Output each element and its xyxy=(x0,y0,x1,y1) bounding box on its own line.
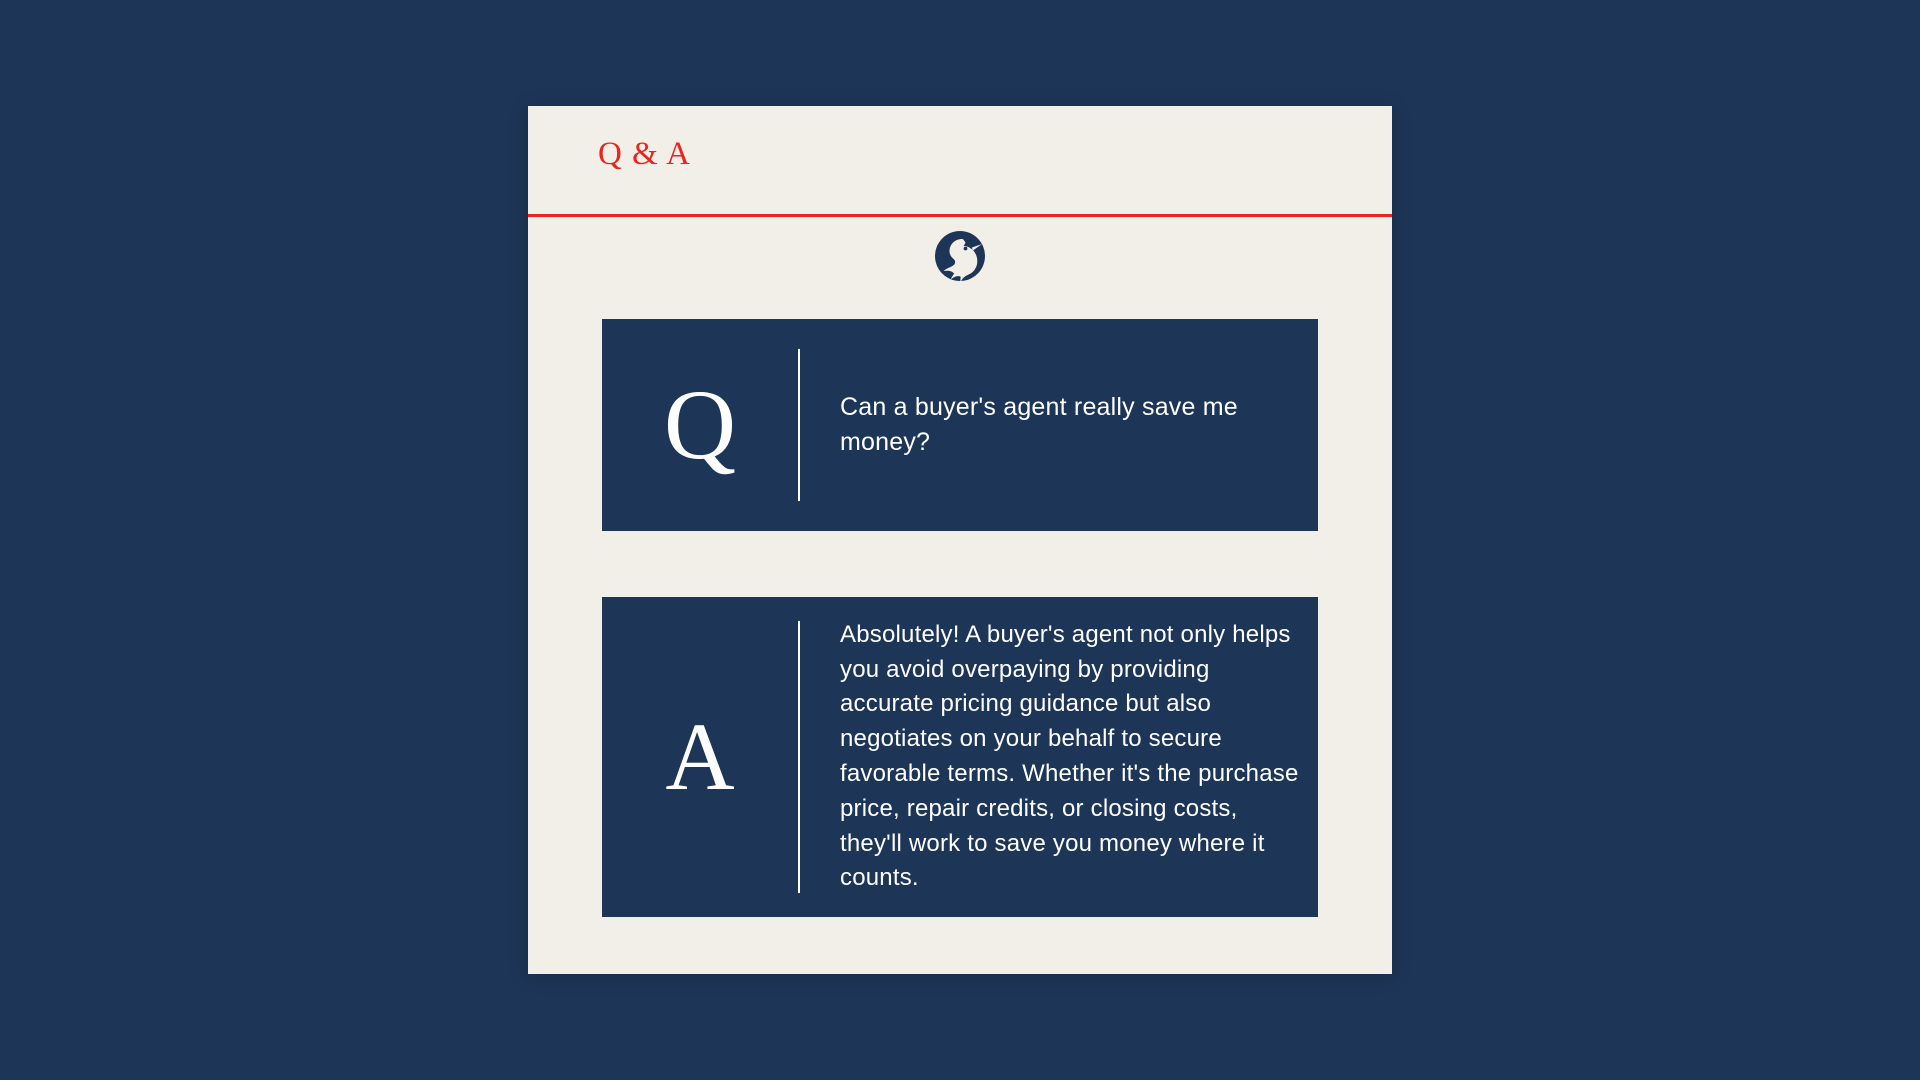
question-block xyxy=(602,319,1318,531)
answer-letter: A xyxy=(665,703,735,810)
question-text: Can a buyer's agent really save me money? xyxy=(840,392,1238,456)
card-header xyxy=(528,106,1392,217)
qa-card xyxy=(528,106,1392,974)
answer-text: Absolutely! A buyer's agent not only helps you avoid overpaying by providing accurate pricing guidance but also negotiates on your behalf to secure favorable terms. Whether it's the purchase price, repair credits, or closing costs, they'll work to save you money where it counts. xyxy=(840,620,1299,892)
heron-bird-logo-icon xyxy=(928,228,992,292)
brand-logo xyxy=(528,228,1392,292)
answer-block xyxy=(602,597,1318,917)
page-title: Q & A xyxy=(598,136,692,172)
question-letter: Q xyxy=(663,369,737,480)
